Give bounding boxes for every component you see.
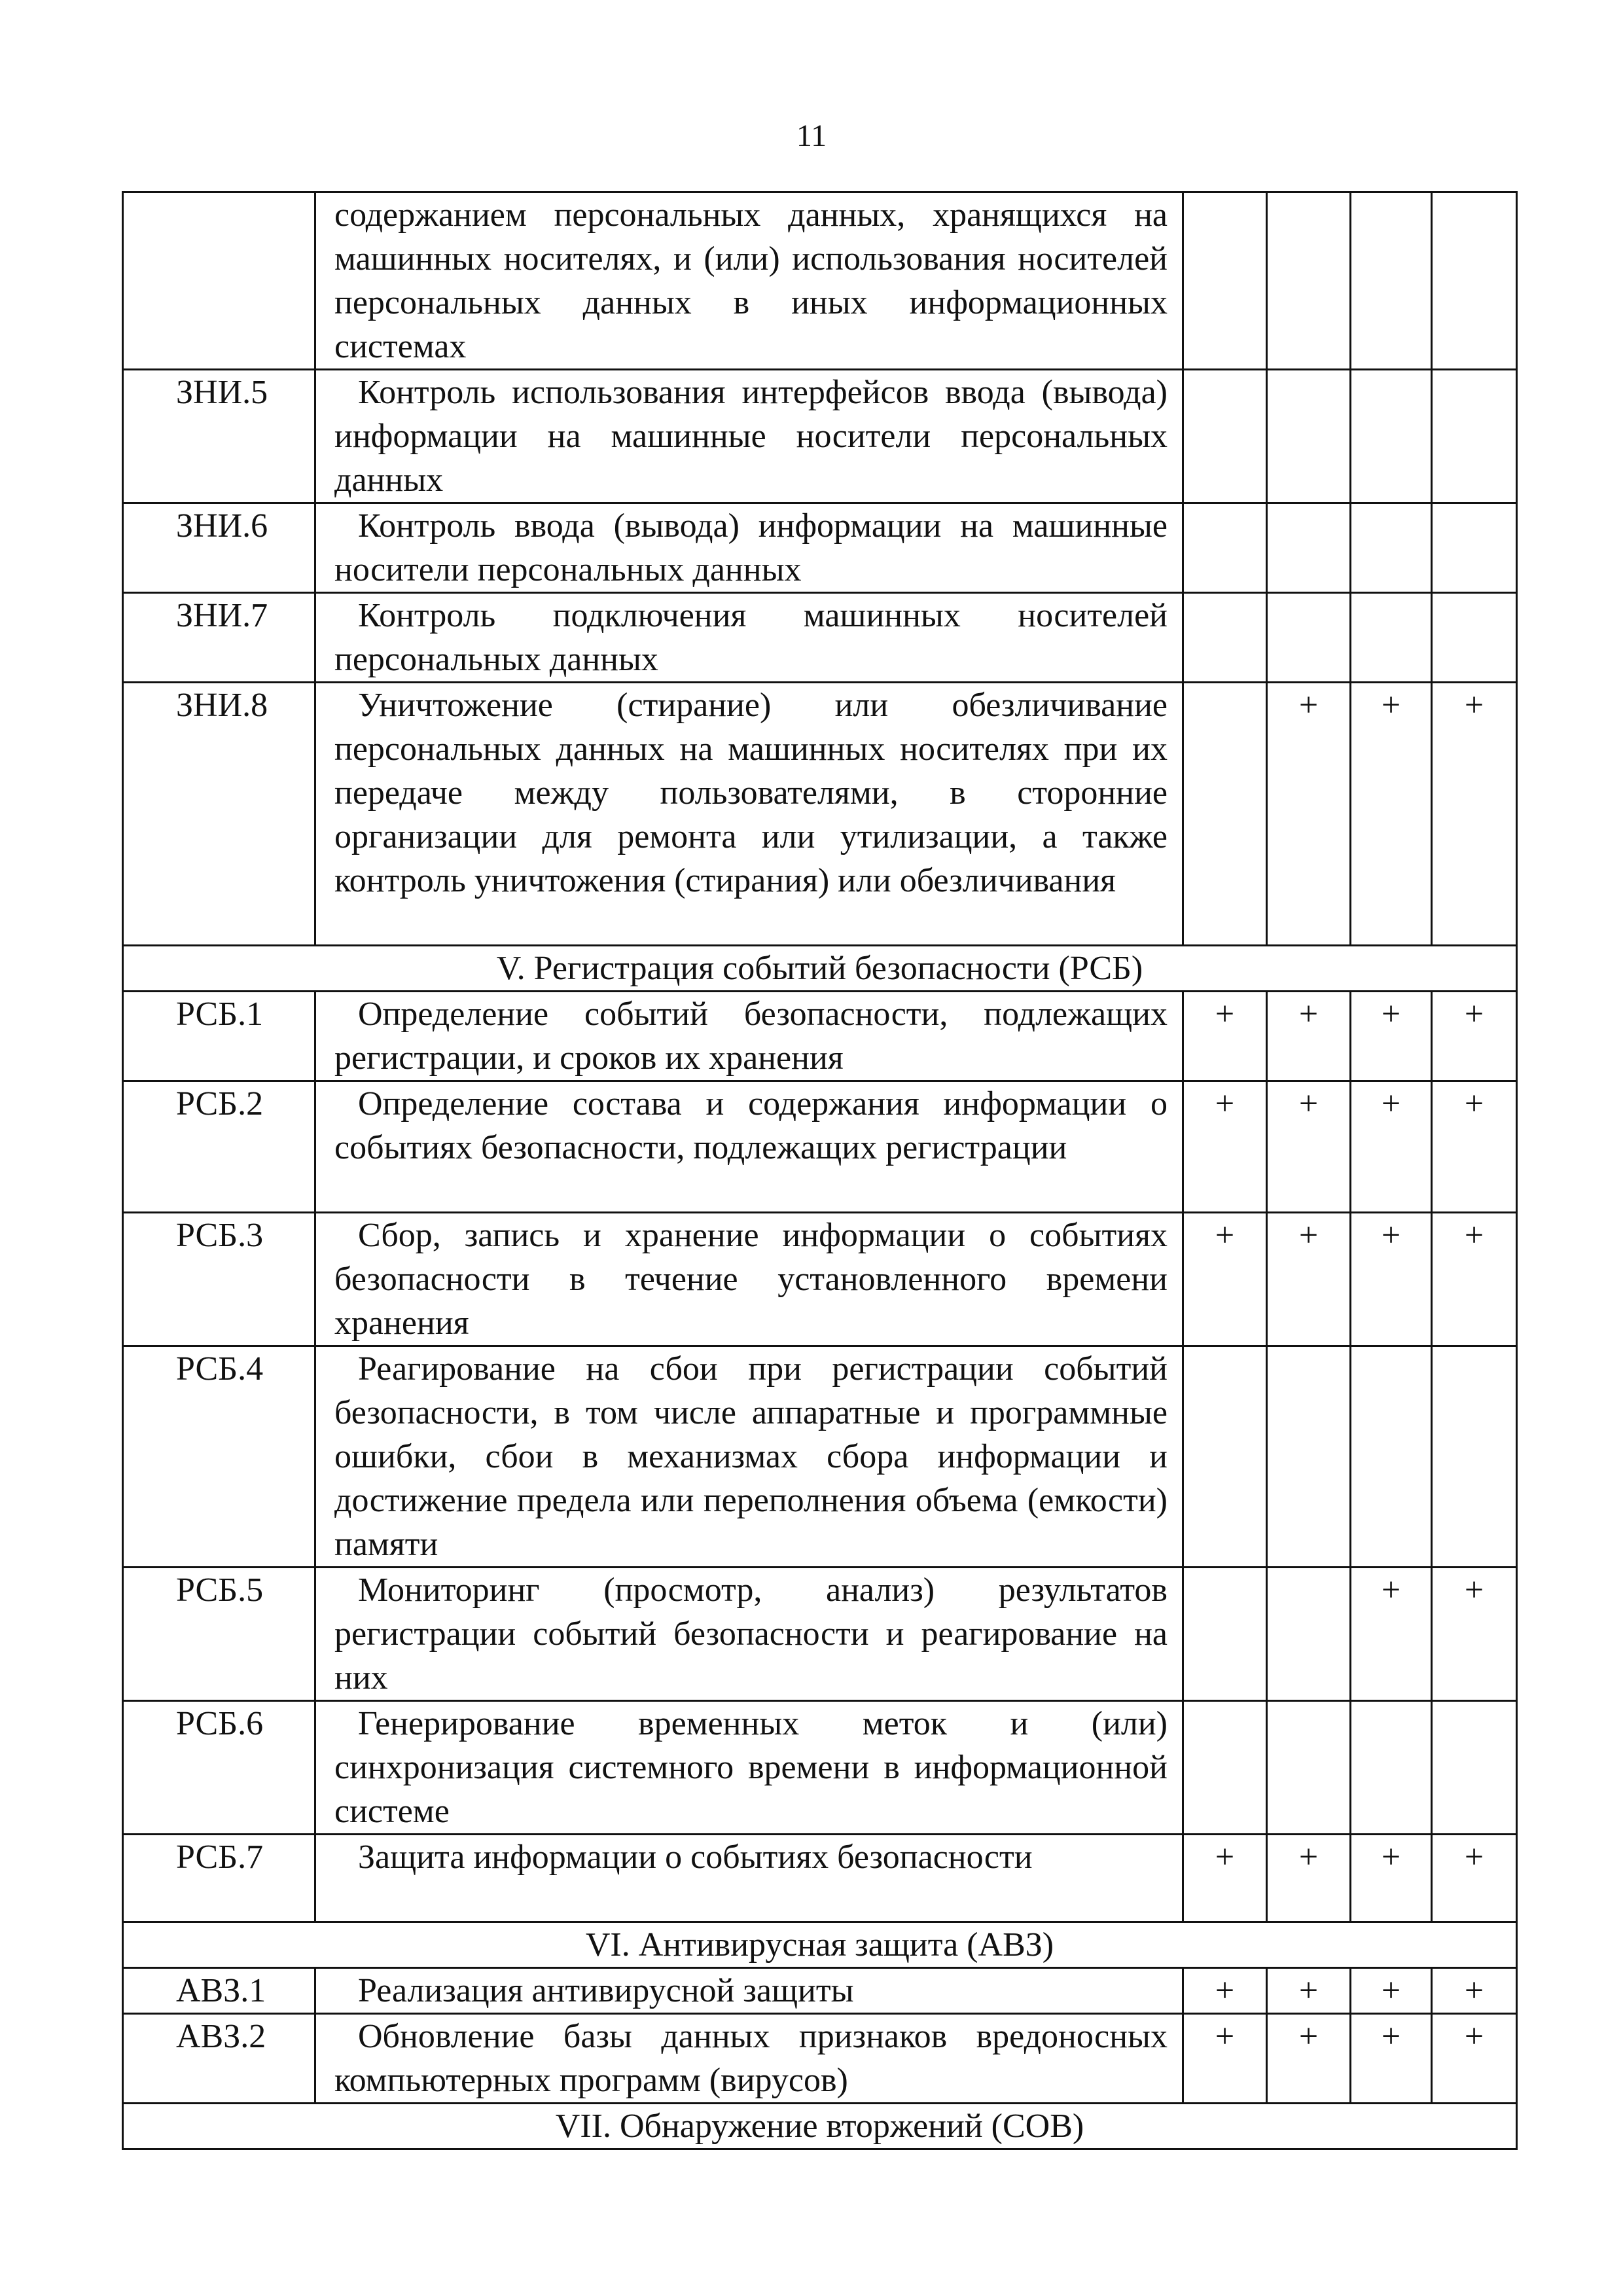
level-mark-3	[1351, 593, 1432, 683]
measure-description-text: Контроль подключения машинных носителей персональных данных	[334, 597, 1168, 678]
table-row	[123, 1701, 1517, 1835]
measure-description-text: Контроль использования интерфейсов ввода (вывода) информации на машинные носители персональных данных	[334, 374, 1168, 499]
level-mark-2: +	[1267, 1081, 1351, 1213]
measure-code: ЗНИ.8	[123, 683, 315, 946]
measure-code: РСБ.5	[123, 1568, 315, 1701]
measure-description	[315, 1701, 1183, 1835]
level-mark-2: +	[1267, 1835, 1351, 1922]
level-mark-2	[1267, 1701, 1351, 1835]
level-mark-1	[1183, 370, 1267, 503]
measure-description-text: Уничтожение (стирание) или обезличивание персональных данных на машинных носителях при их передаче между пользователями, в сторонние организации для ремонта или утилизации, а также контроль уничтожения (стирания) или обезличивания	[334, 687, 1168, 899]
measure-description-text: Генерирование временных меток и (или) синхронизация системного времени в информационной системе	[334, 1705, 1168, 1830]
measure-code: РСБ.7	[123, 1835, 315, 1922]
level-mark-3: +	[1351, 1835, 1432, 1922]
measure-description	[315, 1081, 1183, 1213]
measure-description-text: Обновление базы данных признаков вредоносных компьютерных программ (вирусов)	[334, 2018, 1168, 2099]
level-mark-1	[1183, 1346, 1267, 1568]
level-mark-1: +	[1183, 992, 1267, 1081]
table-row	[123, 683, 1517, 946]
level-mark-4: +	[1432, 1968, 1517, 2014]
table-row	[123, 1835, 1517, 1922]
measure-code: АВЗ.1	[123, 1968, 315, 2014]
level-mark-1	[1183, 192, 1267, 370]
level-mark-4: +	[1432, 992, 1517, 1081]
level-mark-3	[1351, 1346, 1432, 1568]
level-mark-4: +	[1432, 1835, 1517, 1922]
level-mark-2	[1267, 1346, 1351, 1568]
level-mark-2: +	[1267, 992, 1351, 1081]
level-mark-2	[1267, 503, 1351, 593]
section-title: VI. Антивирусная защита (АВЗ)	[123, 1922, 1517, 1968]
table-row	[123, 1213, 1517, 1346]
level-mark-2: +	[1267, 1213, 1351, 1346]
measure-code: ЗНИ.6	[123, 503, 315, 593]
measure-description-text: Определение состава и содержания информации о событиях безопасности, подлежащих регистрации	[334, 1085, 1168, 1166]
table-row	[123, 1968, 1517, 2014]
level-mark-3: +	[1351, 683, 1432, 946]
level-mark-2	[1267, 593, 1351, 683]
level-mark-4: +	[1432, 1081, 1517, 1213]
measure-description-text: Защита информации о событиях безопасности	[358, 1839, 1033, 1876]
section-header-row	[123, 1922, 1517, 1968]
measure-code: ЗНИ.5	[123, 370, 315, 503]
table-row	[123, 1081, 1517, 1213]
measure-description	[315, 1568, 1183, 1701]
measure-code: РСБ.2	[123, 1081, 315, 1213]
table-row	[123, 1568, 1517, 1701]
level-mark-3	[1351, 192, 1432, 370]
table-row	[123, 370, 1517, 503]
table-row	[123, 2014, 1517, 2104]
level-mark-3: +	[1351, 1081, 1432, 1213]
measure-description-text: Контроль ввода (вывода) информации на машинные носители персональных данных	[334, 507, 1168, 588]
level-mark-3: +	[1351, 2014, 1432, 2104]
level-mark-4	[1432, 1701, 1517, 1835]
level-mark-2	[1267, 1568, 1351, 1701]
measure-code: РСБ.3	[123, 1213, 315, 1346]
measure-description	[315, 1835, 1183, 1922]
measure-description	[315, 683, 1183, 946]
measure-description	[315, 370, 1183, 503]
measure-code	[123, 192, 315, 370]
table-row	[123, 503, 1517, 593]
measure-description	[315, 503, 1183, 593]
page-number: 11	[796, 118, 827, 153]
measure-code: РСБ.4	[123, 1346, 315, 1568]
level-mark-3: +	[1351, 1213, 1432, 1346]
table-row	[123, 192, 1517, 370]
level-mark-3: +	[1351, 1968, 1432, 2014]
level-mark-3: +	[1351, 992, 1432, 1081]
measure-description	[315, 2014, 1183, 2104]
section-header-row	[123, 2104, 1517, 2149]
level-mark-4	[1432, 1346, 1517, 1568]
level-mark-3	[1351, 503, 1432, 593]
measure-description-text: Реагирование на сбои при регистрации событий безопасности, в том числе аппаратные и программные ошибки, сбои в механизмах сбора информации и достижение предела или переполнения объема (емкости) памяти	[334, 1350, 1168, 1563]
level-mark-1: +	[1183, 1968, 1267, 2014]
level-mark-3: +	[1351, 1568, 1432, 1701]
measure-description-text: Реализация антивирусной защиты	[358, 1972, 854, 2009]
level-mark-4: +	[1432, 2014, 1517, 2104]
measure-description-text: Определение событий безопасности, подлежащих регистрации, и сроков их хранения	[334, 996, 1168, 1077]
measure-code: ЗНИ.7	[123, 593, 315, 683]
level-mark-2	[1267, 192, 1351, 370]
level-mark-1: +	[1183, 1081, 1267, 1213]
level-mark-4: +	[1432, 683, 1517, 946]
measure-description	[315, 1213, 1183, 1346]
level-mark-1	[1183, 593, 1267, 683]
level-mark-3	[1351, 370, 1432, 503]
level-mark-2: +	[1267, 683, 1351, 946]
measure-description	[315, 593, 1183, 683]
table-row	[123, 593, 1517, 683]
security-measures-table	[122, 191, 1518, 2150]
section-header-row	[123, 946, 1517, 992]
measure-description	[315, 992, 1183, 1081]
table-row	[123, 1346, 1517, 1568]
level-mark-4: +	[1432, 1213, 1517, 1346]
level-mark-1	[1183, 1568, 1267, 1701]
level-mark-1	[1183, 683, 1267, 946]
level-mark-1: +	[1183, 2014, 1267, 2104]
level-mark-4	[1432, 593, 1517, 683]
measure-code: РСБ.1	[123, 992, 315, 1081]
level-mark-1: +	[1183, 1213, 1267, 1346]
level-mark-2	[1267, 370, 1351, 503]
measure-description-text: Сбор, запись и хранение информации о событиях безопасности в течение установленного времени хранения	[334, 1217, 1168, 1342]
level-mark-4	[1432, 192, 1517, 370]
measure-code: РСБ.6	[123, 1701, 315, 1835]
table-row	[123, 992, 1517, 1081]
measure-description-text: Мониторинг (просмотр, анализ) результатов регистрации событий безопасности и реагирование на них	[334, 1571, 1168, 1696]
measure-code: АВЗ.2	[123, 2014, 315, 2104]
section-title: V. Регистрация событий безопасности (РСБ)	[123, 946, 1517, 992]
level-mark-3	[1351, 1701, 1432, 1835]
section-title: VII. Обнаружение вторжений (СОВ)	[123, 2104, 1517, 2149]
table-body	[123, 192, 1517, 2149]
level-mark-4	[1432, 503, 1517, 593]
level-mark-2: +	[1267, 2014, 1351, 2104]
measure-description	[315, 1346, 1183, 1568]
level-mark-2: +	[1267, 1968, 1351, 2014]
measure-description: содержанием персональных данных, хранящихся на машинных носителях, и (или) использования носителей персональных данных в иных информационных системах	[315, 192, 1183, 370]
level-mark-1: +	[1183, 1835, 1267, 1922]
level-mark-1	[1183, 503, 1267, 593]
level-mark-4	[1432, 370, 1517, 503]
level-mark-1	[1183, 1701, 1267, 1835]
level-mark-4: +	[1432, 1568, 1517, 1701]
measure-description	[315, 1968, 1183, 2014]
